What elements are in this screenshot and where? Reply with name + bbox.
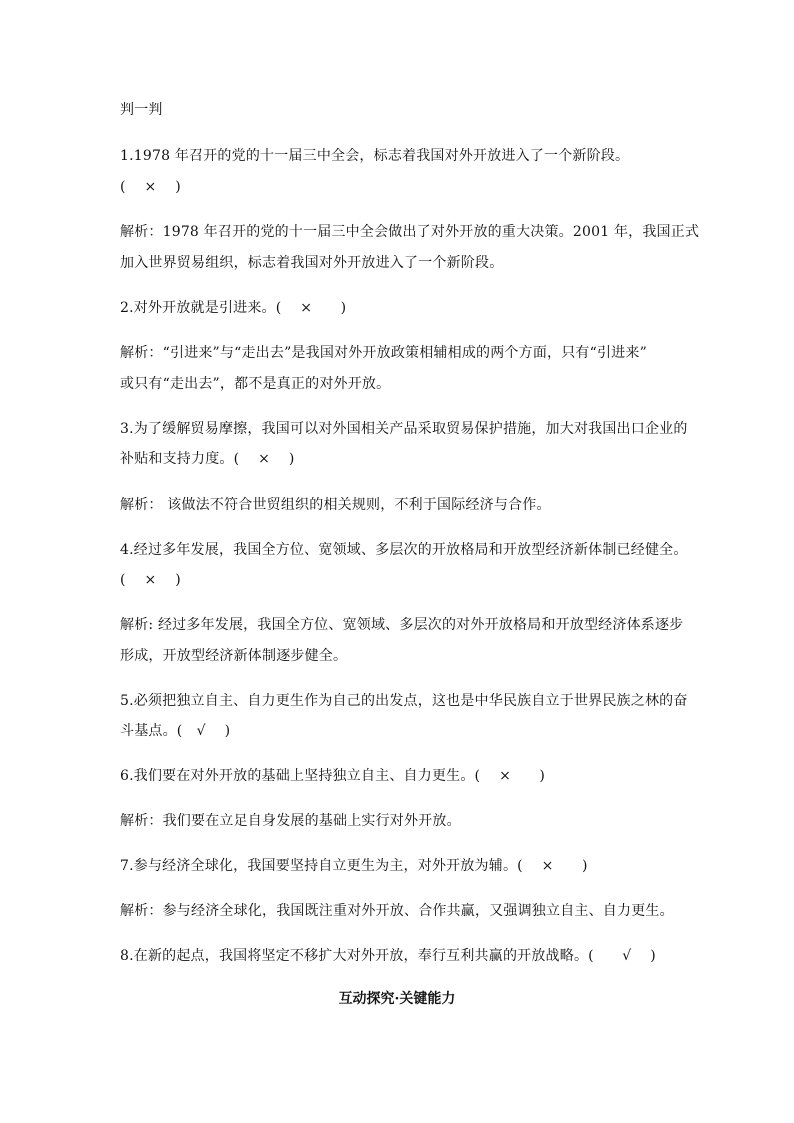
section-title: 判一判: [120, 102, 163, 118]
analysis-1-line-1: 解析：1978 年召开的党的十一届三中全会做出了对外开放的重大决策。2001 年，我国正式: [120, 224, 700, 240]
question-1-line-1: 1.1978 年召开的党的十一届三中全会，标志着我国对外开放进入了一个新阶段。: [120, 148, 630, 164]
analysis-2-line-1: 解析：“引进来”与“走出去”是我国对外开放政策相辅相成的两个方面，只有“引进来”: [120, 345, 647, 361]
question-3-line-1: 3.为了缓解贸易摩擦，我国可以对外国相关产品采取贸易保护措施，加大对我国出口企业的: [120, 421, 688, 437]
footer-heading: 互动探究·关键能力: [338, 991, 456, 1007]
question-4-answer: ( × ): [120, 572, 181, 588]
analysis-1-line-2: 加入世界贸易组织，标志着我国对外开放进入了一个新阶段。: [120, 255, 504, 271]
analysis-2-line-2: 或只有“走出去”，都不是真正的对外开放。: [120, 376, 391, 392]
question-4-line-1: 4.经过多年发展，我国全方位、宽领域、多层次的开放格局和开放型经济新体制已经健全。: [120, 542, 688, 558]
analysis-6-line-1: 解析：我们要在立足自身发展的基础上实行对外开放。: [120, 813, 461, 829]
analysis-7-line-1: 解析：参与经济全球化，我国既注重对外开放、合作共赢，又强调独立自主、自力更生。: [120, 903, 674, 919]
question-2-line-1: 2.对外开放就是引进来。( × ): [120, 300, 347, 316]
question-5-line-1: 5.必须把独立自主、自力更生作为自己的出发点，这也是中华民族自立于世界民族之林的奋: [120, 693, 688, 709]
question-1-answer: ( × ): [120, 179, 181, 195]
question-6-line-1: 6.我们要在对外开放的基础上坚持独立自主、自力更生。( × ): [120, 768, 546, 784]
analysis-3-line-1: 解析： 该做法不符合世贸组织的相关规则，不利于国际经济与合作。: [120, 497, 551, 513]
question-7-line-1: 7.参与经济全球化，我国要坚持自立更生为主，对外开放为辅。( × ): [120, 858, 588, 874]
question-5-line-2: 斗基点。( √ ): [120, 723, 231, 739]
analysis-4-line-2: 形成，开放型经济新体制逐步健全。: [120, 648, 348, 664]
question-8-line-1: 8.在新的起点，我国将坚定不移扩大对外开放，奉行互利共赢的开放战略。( √ ): [120, 948, 656, 964]
analysis-4-line-1: 解析: 经过多年发展，我国全方位、宽领域、多层次的对外开放格局和开放型经济体系逐步: [120, 617, 684, 633]
question-3-line-2: 补贴和支持力度。( × ): [120, 451, 295, 467]
